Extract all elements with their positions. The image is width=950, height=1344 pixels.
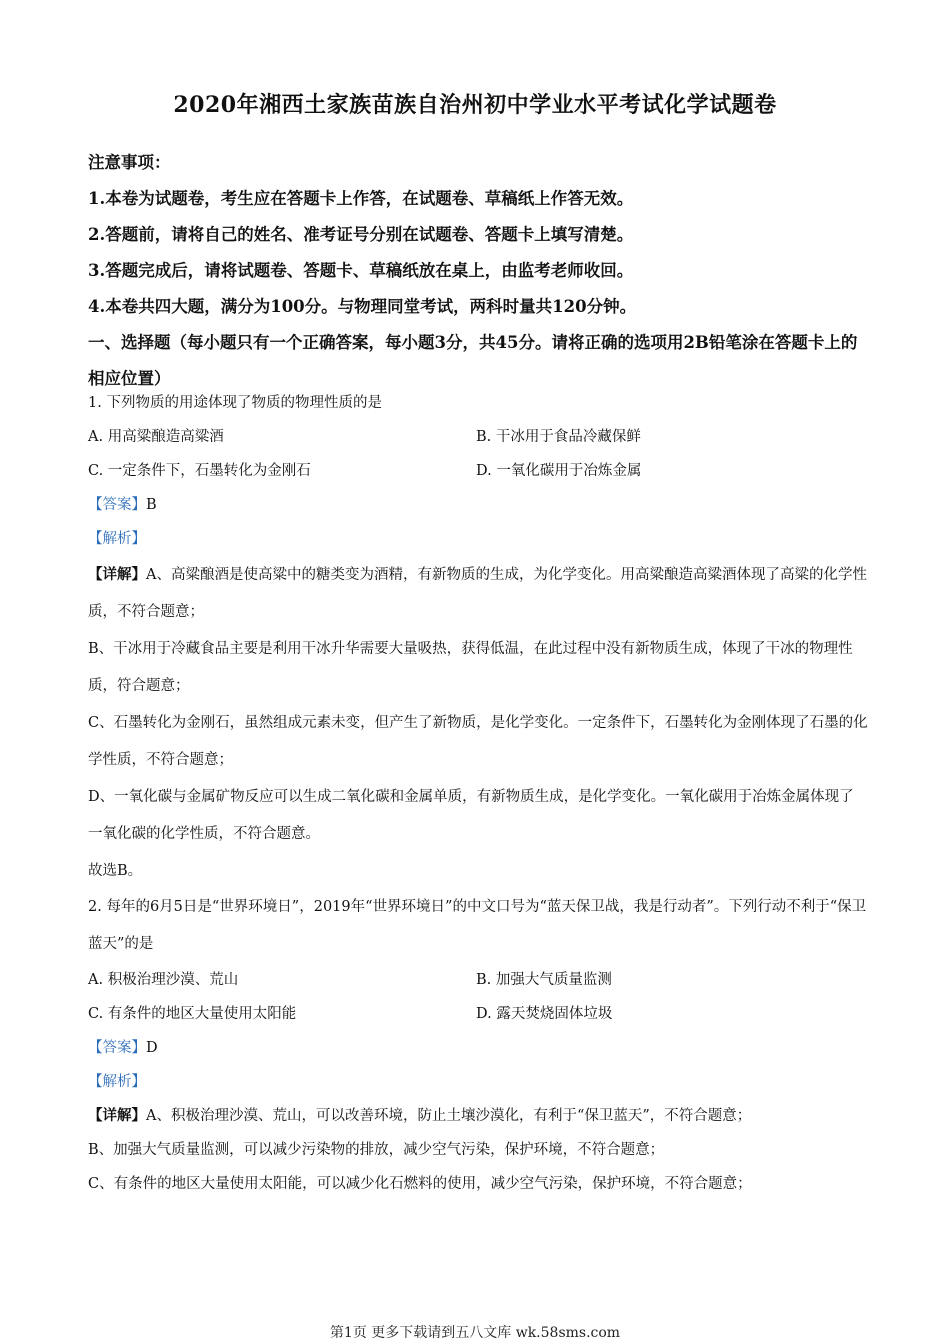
option-b: B. 干冰用于食品冷藏保鲜 — [476, 429, 641, 445]
options-grid — [88, 963, 868, 1031]
detail-paragraph — [88, 1099, 868, 1133]
notes-item: 2.答题前，请将自己的姓名、准考证号分别在试题卷、答题卡上填写清楚。 — [88, 225, 634, 244]
answer-line — [88, 488, 868, 522]
detail-paragraph: B、干冰用于冷藏食品主要是利用干冰升华需要大量吸热，获得低温，在此过程中没有新物质生成，体现了干冰的物理性质，符合题意； — [88, 641, 853, 694]
question-2 — [88, 889, 868, 1201]
notes-item: 4.本卷共四大题，满分为100分。与物理同堂考试，两科时量共120分钟。 — [88, 297, 637, 316]
analysis-tag: 【解析】 — [88, 531, 146, 547]
answer-value: D — [146, 1040, 158, 1056]
notes-block — [88, 145, 868, 397]
detail-paragraph: D、一氧化碳与金属矿物反应可以生成二氧化碳和金属单质，有新物质生成，是化学变化。一氧化碳用于冶炼金属体现了一氧化碳的化学性质，不符合题意。 — [88, 789, 854, 842]
option-a: A. 用高粱酿造高粱酒 — [88, 429, 224, 445]
options-grid — [88, 420, 868, 488]
detail-paragraph — [88, 556, 868, 631]
detail-tag: 【详解】 — [88, 1107, 146, 1124]
option-a: A. 积极治理沙漠、荒山 — [88, 972, 239, 988]
detail-text: A、高粱酿酒是使高粱中的糖类变为酒精，有新物质的生成，为化学变化。用高粱酿造高粱酒体现了高粱的化学性质，不符合题意； — [88, 567, 867, 620]
option-c: C. 有条件的地区大量使用太阳能 — [88, 1006, 297, 1022]
option-c: C. 一定条件下，石墨转化为金刚石 — [88, 463, 311, 479]
answer-tag: 【答案】 — [88, 497, 146, 513]
analysis-tag: 【解析】 — [88, 1074, 146, 1090]
answer-tag: 【答案】 — [88, 1040, 146, 1056]
answer-line — [88, 1031, 868, 1065]
option-d: D. 一氧化碳用于冶炼金属 — [476, 463, 642, 479]
notes-heading: 注意事项： — [88, 153, 171, 172]
section-heading: 一、选择题（每小题只有一个正确答案，每小题3分，共45分。请将正确的选项用2B铅笔涂在答题卡上的相应位置） — [88, 333, 858, 388]
detail-paragraph: C、有条件的地区大量使用太阳能，可以减少化石燃料的使用，减少空气污染，保护环境，不符合题意； — [88, 1176, 752, 1192]
detail-paragraph: C、石墨转化为金刚石，虽然组成元素未变，但产生了新物质，是化学变化。一定条件下，石墨转化为金刚体现了石墨的化学性质，不符合题意； — [88, 715, 868, 768]
page-title: 2020年湘西土家族苗族自治州初中学业水平考试化学试题卷 — [173, 92, 777, 118]
detail-text: A、积极治理沙漠、荒山，可以改善环境，防止土壤沙漠化，有利于“保卫蓝天”，不符合题意； — [146, 1108, 752, 1124]
detail-paragraph: B、加强大气质量监测，可以减少污染物的排放，减少空气污染，保护环境，不符合题意； — [88, 1142, 665, 1158]
conclusion: 故选B。 — [88, 863, 143, 879]
notes-item: 3.答题完成后，请将试题卷、答题卡、草稿纸放在桌上，由监考老师收回。 — [88, 261, 634, 280]
page-footer: 第1页 更多下载请到五八文库 wk.58sms.com — [329, 1325, 621, 1341]
option-d: D. 露天焚烧固体垃圾 — [476, 1006, 613, 1022]
answer-value: B — [146, 497, 157, 513]
question-stem: 1. 下列物质的用途体现了物质的物理性质的是 — [88, 395, 382, 411]
question-stem: 2. 每年的6月5日是“世界环境日”，2019年“世界环境日”的中文口号为“蓝天保卫战，我是行动者”。下列行动不利于“保卫蓝天”的是 — [88, 899, 867, 952]
question-1 — [88, 386, 868, 890]
detail-tag: 【详解】 — [88, 566, 146, 583]
notes-item: 1.本卷为试题卷，考生应在答题卡上作答，在试题卷、草稿纸上作答无效。 — [88, 189, 634, 208]
option-b: B. 加强大气质量监测 — [476, 972, 612, 988]
